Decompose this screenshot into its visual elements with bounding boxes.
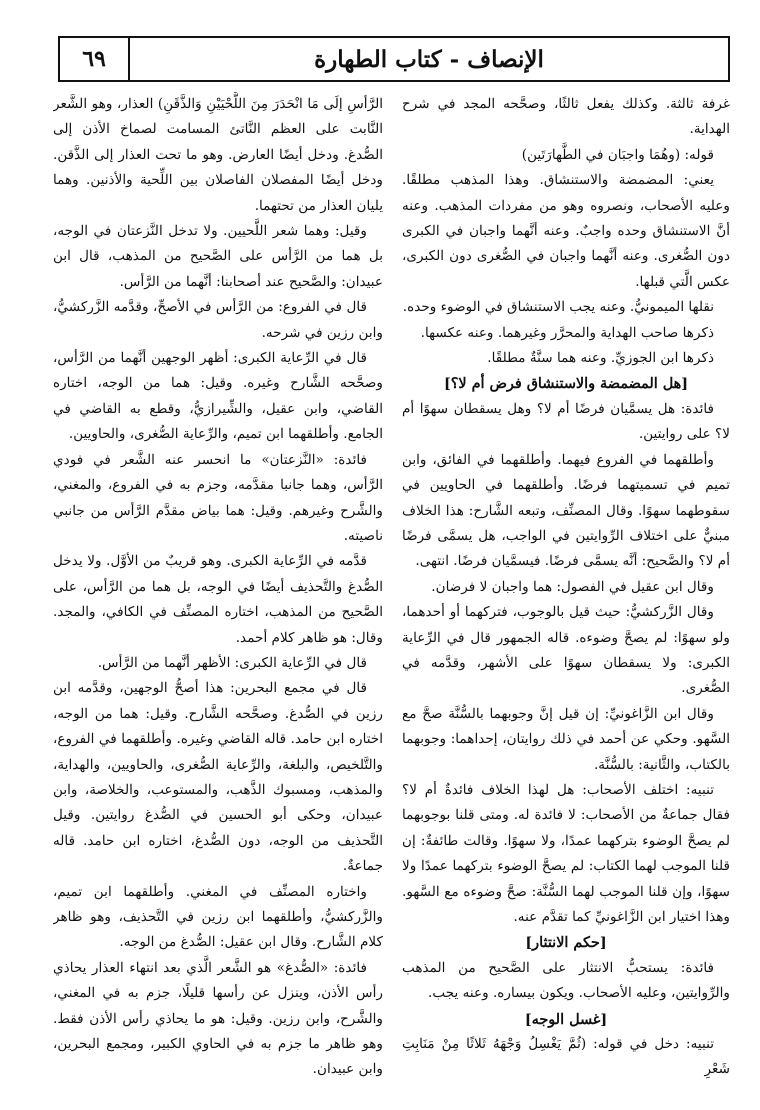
section-heading: [غسل الوجه] [524,1010,608,1028]
paragraph: وقيل: وهما شعر اللَّحيين. ولا تدخل النَّزعتان في الوجه، بل هما من الرَّأس على الصَّحيح من المذهب، قال ابن عبيدان: والصَّحيح عند أصحابنا: أنَّهما من الرَّأس. [53,223,383,290]
paragraph: قال في الرِّعاية الكبرى: أظهر الوجهين أنَّهما من الرَّأس، وصحَّحه الشَّارح وغيره. وقيل: هما من الوجه، اختاره القاضي، وابن عقيل، والشِّيرازيُّ، وقطع به القاضي في الجامع. وأطلقهما ابن تميم، والرِّعاية الصُّغرى، والحاويين. [53,350,383,443]
paragraph: وقال الزَّركشيُّ: حيث قيل بالوجوب، فتركهما أو أحدهما، ولو سهوًا: لم يصحَّ وضوءه. قاله الجمهور قال في الرِّعاية الكبرى: ولا يسقطان سهوًا على الأشهر، وقدَّمه في الصُّغرى. [402,604,730,697]
paragraph: ذكرها صاحب الهداية والمحرَّر وغيرهما. وعنه عكسها. [420,324,714,341]
paragraph: نقلها الميمونيُّ. وعنه يجب الاستنشاق في الوضوء وحده. [402,299,714,316]
paragraph: تنبيه: اختلف الأصحاب: هل لهذا الخلاف فائدةٌ أم لا؟ فقال جماعةٌ من الأصحاب: لا فائدة له. ومتى قلنا بوجوبهما لم يصحَّ الوضوء بتركهما عمدًا، ولا سهوًا. وقالت طائفةٌ: إن قلنا الموجب لهما الكتاب: لم يصحَّ الوضوء بتركهما عمدًا ولا سهوًا، وإن قلنا الموجب لهما السُّنَّة: صحَّ وضوءه مع السَّهو. وهذا اختيار ابن الزَّاغونيِّ كما تقدَّم عنه. [402,781,730,925]
paragraph: يعني: المضمضة والاستنشاق. وهذا المذهب مطلقًا. وعليه الأصحاب، ونصروه وهو من مفردات المذهب. وعنه أنَّ الاستنشاق وحده واجبٌ. وعنه أنَّهما واجبان في الكبرى دون الصُّغرى. وعنه أنَّهما واجبان في الصُّغرى دون الكبرى، عكس الَّتي قبلها. [402,172,730,290]
paragraph: فائدة: «النَّزعتان» ما انحسر عنه الشَّعر في فودي الرَّأس، وهما جانبا مقدَّمه، وجزم به في الفروع، والمغني، والشَّرح وغيرهم. وقيل: هما بياض مقدَّم الرَّأس من جانبي ناصيته. [53,451,383,544]
paragraph: قال في الرِّعاية الكبرى: الأظهر أنَّهما من الرَّأس. [97,654,367,671]
running-title: الإنصاف - كتاب الطهارة [314,45,544,73]
paragraph: قال في مجمع البحرين: هذا أصحُّ الوجهين، وقدَّمه ابن رزين في الصُّدغ. وصحَّحه الشَّارح. وقيل: هما من الوجه، اختاره ابن حامد. قاله القاضي وغيره. وأطلقهما في الفروع، والتَّلخيص، والبلغة، والرِّعاية الصُّغرى، والحاويين، والهداية، والمذهب، ومسبوك الذَّهب، والمستوعب، والخلاصة، وابن عبيدان، وحكى أبو الحسين في الصُّدغ روايتين. وقيل التَّحذيف من الوجه، دون الصُّدغ، اختاره ابن حامد. قاله جماعةٌ. [53,680,383,875]
paragraph: تنبيه: دخل في قوله: (ثُمَّ يَغْسِلُ وَجْهَهُ ثَلاثًا مِنْ مَنَابِتِ شَعْرِ [402,1036,730,1078]
paragraph: قدَّمه في الرِّعاية الكبرى. وهو قريبٌ من الأوَّل. ولا يدخل الصُّدغ والتَّحذيف أيضًا في الوجه، بل هما من الرَّأس، على الصَّحيح من المذهب، اختاره المصنِّف في الكافي، والمجد. وقال: هو ظاهر كلام أحمد. [53,553,383,646]
paragraph: غرفة ثالثة. وكذلك يفعل ثالثًا، وصحَّحه المجد في شرح الهداية. [402,96,730,138]
paragraph: قوله: (وهُمَا واجبَان في الطَّهارَتَين) [521,146,714,163]
paragraph: فائدة: «الصُّدغ» هو الشَّعر الَّذي بعد انتهاء العذار يحاذي رأس الأذن، وينزل عن رأسها قليلًا، جزم به في المغني، والشَّرح، وابن رزين. وقيل: هو ما يحاذي رأس الأذن فقط. وهو ظاهر ما جزم به في الحاوي الكبير، ومجمع البحرين، وابن عبيدان. [53,959,383,1078]
page-number: ٦٩ [60,38,130,80]
paragraph: الرَّأسِ إلَى مَا انْحَدَرَ مِنَ اللَّحْيَيْنِ وَالذَّقَنِ) العذار، وهو الشَّعر النَّابت على العظم النَّاتئ المسامت لصماخ الأذن إلى الصُّدغ. ودخل أيضًا العارض. وهو ما تحت العذار إلى الذَّقن. ودخل أيضًا المفصلان الفاصلان بين اللِّحية والأذنين. وهما يليان العذار من تحتهما. [53,96,383,214]
paragraph: واختاره المصنِّف في المغني. وأطلقهما ابن تميم، والزَّركشيُّ، وأطلقهما ابن رزين في التَّحذيف، وهو ظاهر كلام الشَّارح. وقال ابن عقيل: الصُّدغ من الوجه. [53,883,383,951]
paragraph: قال في الفروع: من الرَّأس في الأصحِّ، وقدَّمه الزَّركشيُّ، وابن رزين في شرحه. [53,299,383,341]
paragraph: وقال ابن الزَّاغونيِّ: إن قيل إنَّ وجوبهما بالسُّنَّة صحَّ مع السَّهو. وحكي عن أحمد في ذلك روايتان، إحداهما: وجوبهما بالكتاب، والثَّانية: بالسُّنَّة. [402,705,730,773]
section-heading: [هل المضمضة والاستنشاق فرض أم لا؟] [443,375,689,393]
section-heading: [حكم الانتثار] [525,934,607,952]
paragraph: وأطلقهما في الفروع فيهما. وأطلقهما في الفائق، وابن تميم في تسميتهما فرضًا. وأطلقهما في الحاويين في سقوطهما سهوًا. وقال المصنِّف، وتبعه الشَّارح: هذا الخلاف مبنيٌّ على اختلاف الرِّوايتين في الواجب، هل يسمَّى فرضًا أم لا؟ والصَّحيح: أنَّه يسمَّى فرضًا. فيسمَّيان فرضًا. انتهى. [402,451,730,570]
page-header [58,36,730,82]
paragraph: فائدة: هل يسمَّيان فرضًا أم لا؟ وهل يسقطان سهوًا أم لا؟ على روايتين. [402,400,730,443]
paragraph: ذكرها ابن الجوزيِّ. وعنه هما سنَّةٌ مطلقًا. [487,350,714,367]
paragraph: وقال ابن عقيل في الفصول: هما واجبان لا فرضان. [431,578,714,595]
paragraph: فائدة: يستحبُّ الانتثار على الصَّحيح من المذهب والرِّوايتين، وعليه الأصحاب. ويكون بيساره. وعنه يجب. [402,959,730,1002]
right-text-column [402,92,730,1098]
left-text-column [53,92,383,1098]
